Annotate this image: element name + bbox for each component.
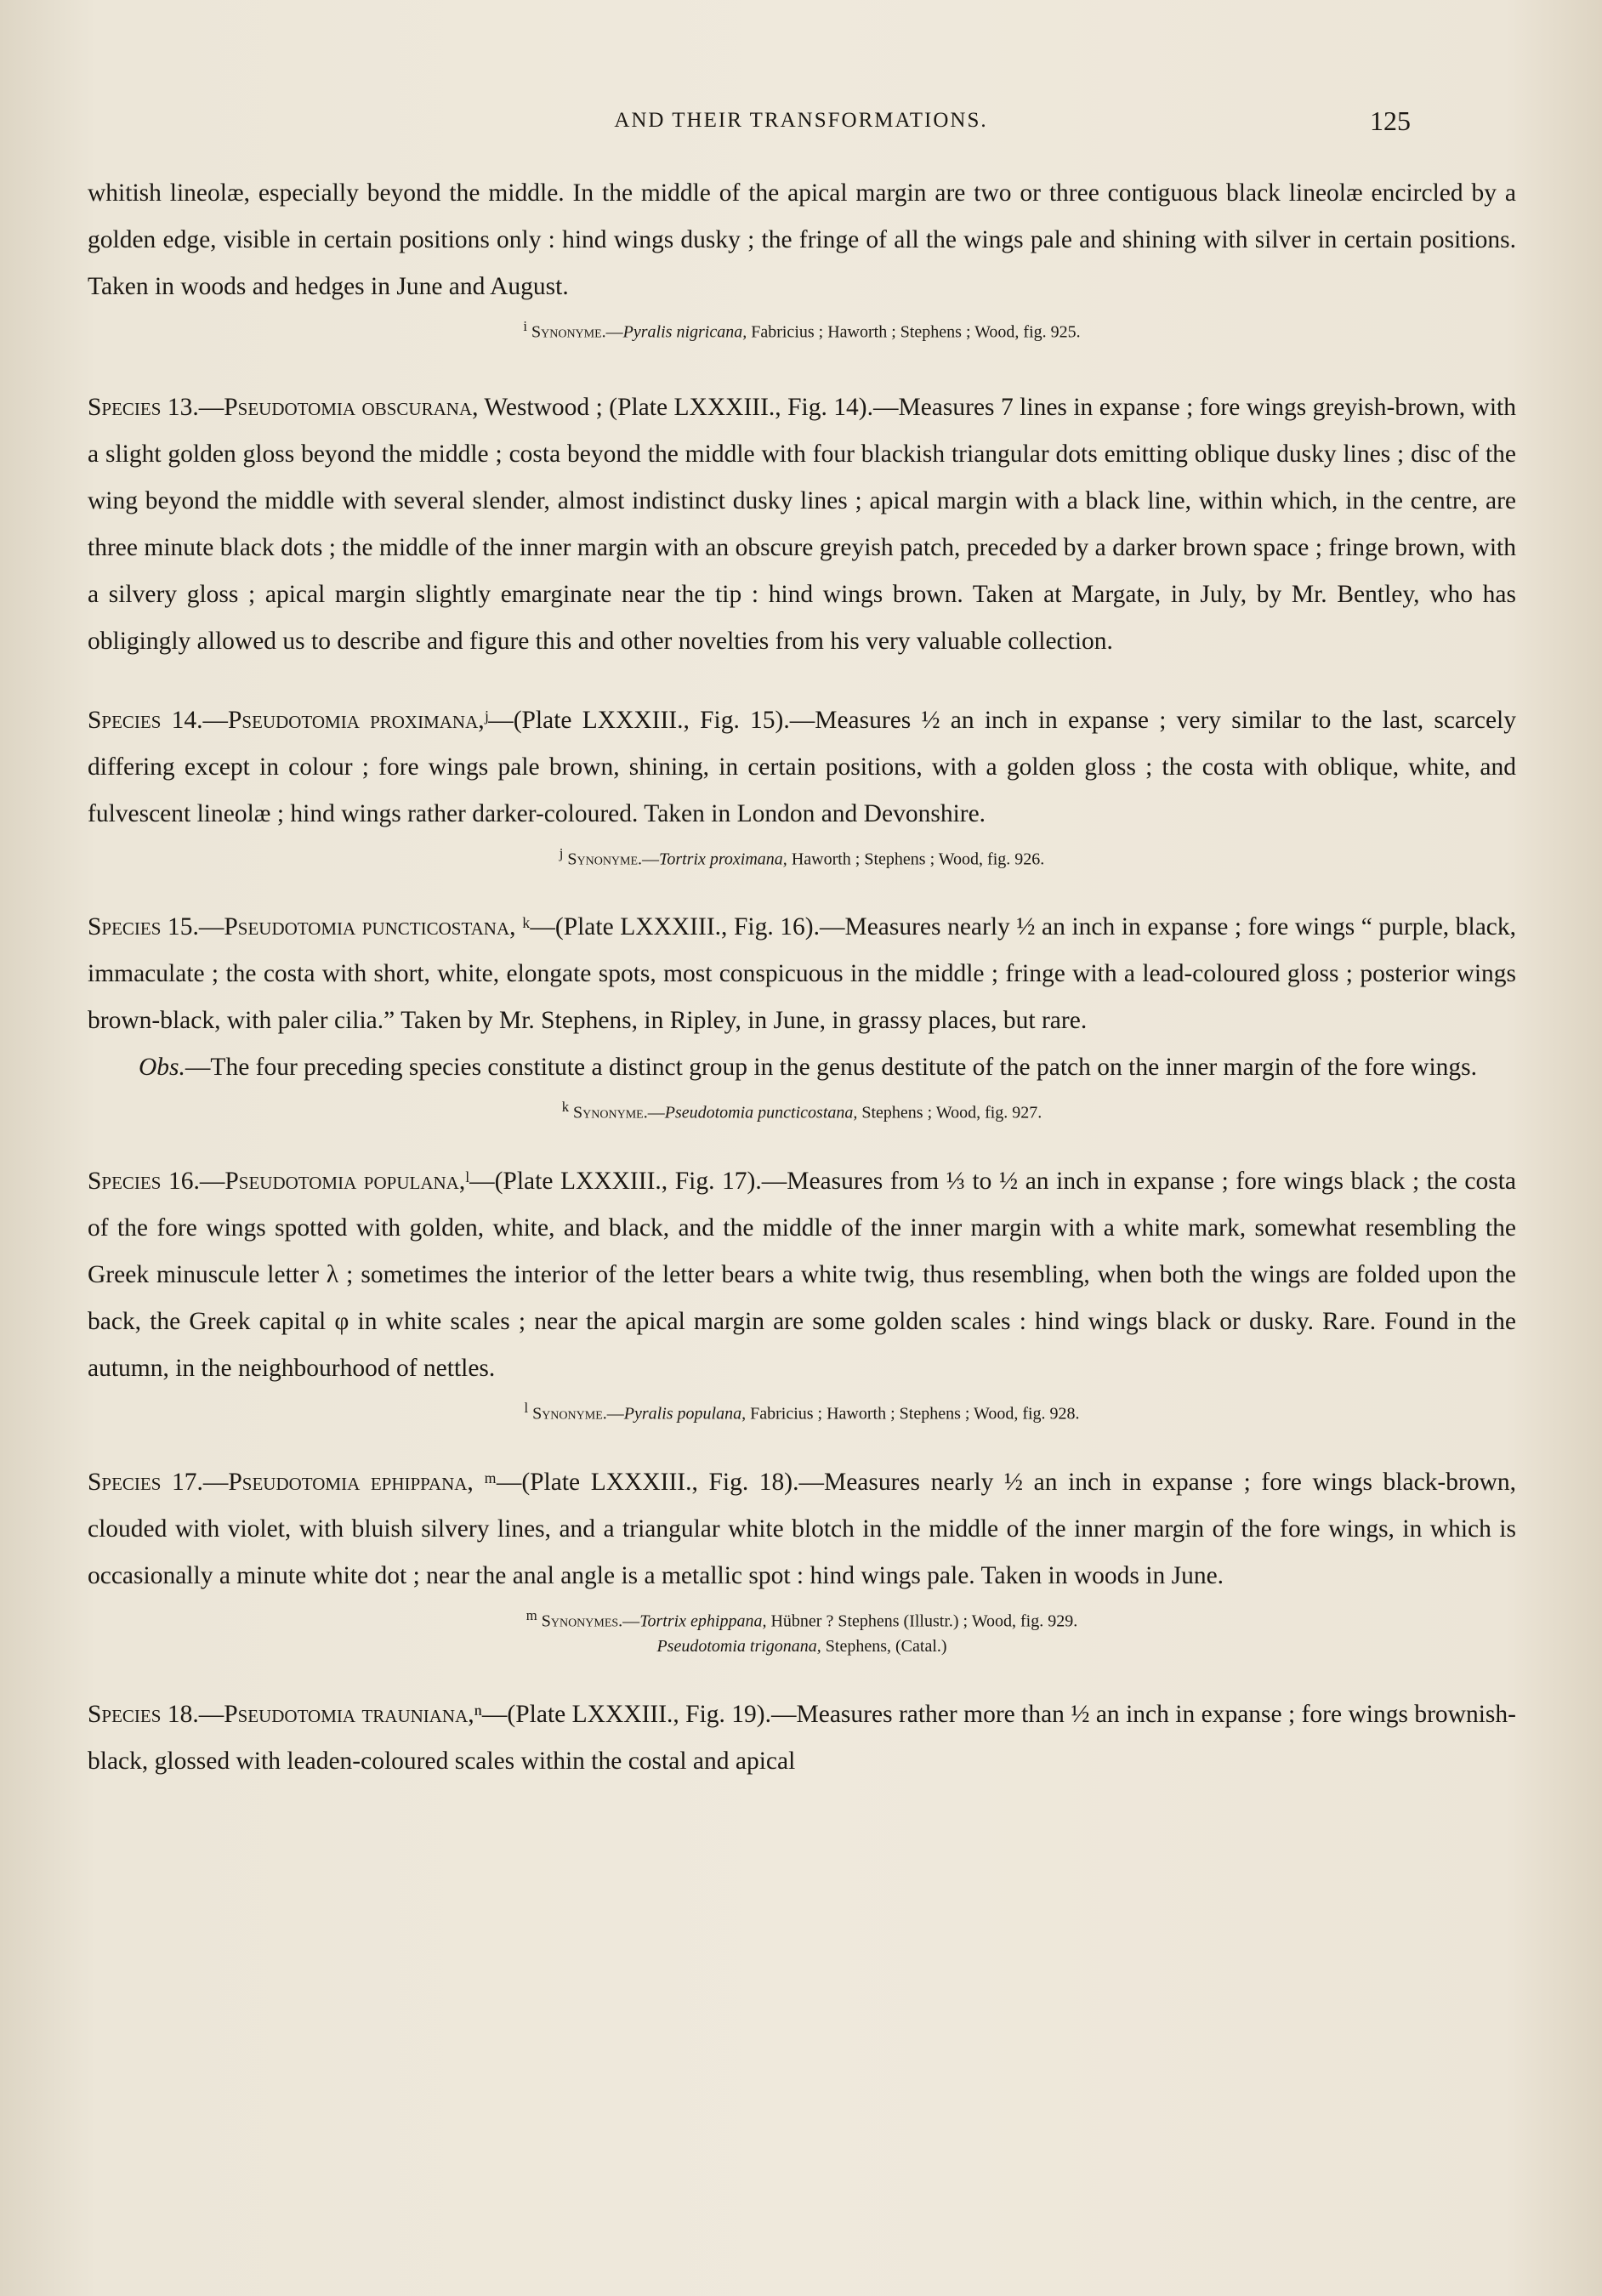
footnote-mark: l	[524, 1399, 529, 1416]
footnote-mark: k	[561, 1099, 570, 1116]
footnote-rest-2: Stephens, (Catal.)	[821, 1637, 947, 1657]
species-14-heading: Species 14.—Pseudotomia proximana,	[88, 706, 485, 734]
footnote-rest: Stephens ; Wood, fig. 927.	[857, 1103, 1042, 1122]
footnote-synonym-2: Pseudotomia trigonana,	[656, 1637, 821, 1657]
species-13-paragraph	[88, 384, 1516, 665]
obs-text: —The four preceding species constitute a distinct group in the genus destitute of the patch on the inner margin of the fore wings.	[185, 1054, 1478, 1082]
species-15-heading: Species 15.—Pseudotomia puncticostana,	[88, 913, 516, 941]
page-number: 125	[1370, 105, 1411, 136]
footnote-label: Synonyme.—	[567, 850, 660, 869]
running-title: AND THEIR TRANSFORMATIONS.	[614, 109, 988, 132]
continuation-paragraph: whitish lineolæ, especially beyond the middle. In the middle of the apical margin are two or three contiguous black lineolæ encircled by a golden edge, visible in certain positions only : hind wings dusky ; the fringe of all the wings pale and shining with silver in certain positions. Taken in woods and hedges in June and August.	[88, 179, 1516, 300]
obs-label: Obs.	[139, 1054, 185, 1082]
footnote-l	[88, 1395, 1516, 1427]
species-16-paragraph	[88, 1158, 1516, 1392]
running-head	[85, 105, 1517, 148]
footnote-mark: m	[525, 1606, 537, 1623]
footnote-synonym: Pyralis nigricana,	[622, 322, 747, 342]
species-18-heading: Species 18.—Pseudotomia trauniana,	[88, 1701, 474, 1729]
footnote-rest: Haworth ; Stephens ; Wood, fig. 926.	[787, 850, 1045, 869]
footnote-synonym: Pseudotomia puncticostana,	[664, 1103, 858, 1122]
footnote-j	[88, 841, 1516, 872]
footnote-mark: j	[559, 844, 564, 861]
species-15-body: ᵏ—(Plate LXXXIII., Fig. 16).—Measures nearly ½ an inch in expanse ; fore wings “ purple, black, immaculate ; the costa with short, white, elongate spots, most conspicuous in the middle ; fringe with a lead-coloured gloss ; posterior wings brown-black, with paler cilia.” Taken by Mr. Stephens, in Ripley, in June, in grassy places, but rare.	[88, 913, 1517, 1035]
species-14-paragraph	[88, 697, 1516, 838]
footnote-synonym: Pyralis populana,	[623, 1404, 747, 1424]
species-18-body: ⁿ—(Plate LXXXIII., Fig. 19).—Measures rather more than ½ an inch in expanse ; fore wings brownish-black, glossed with leaden-coloured scales within the costal and apical	[88, 1701, 1516, 1776]
species-17-paragraph	[88, 1459, 1516, 1600]
species-13-body: Westwood ; (Plate LXXXIII., Fig. 14).—Measures 7 lines in expanse ; fore wings greyish-brown, with a slight golden gloss beyond the middle ; costa beyond the middle with four blackish triangular dots emitting oblique dusky lines ; disc of the wing beyond the middle with several slender, almost indistinct dusky lines ; apical margin with a black line, within which, in the centre, are three minute black dots ; the middle of the inner margin with an obscure greyish patch, preceded by a darker brown space ; fringe brown, with a silvery gloss ; apical margin slightly emarginate near the tip : hind wings brown. Taken at Margate, in July, by Mr. Bentley, who has obligingly allowed us to describe and figure this and other novelties from his very valuable collection.	[88, 393, 1516, 655]
species-13-heading: Species 13.—Pseudotomia obscurana,	[88, 393, 479, 421]
observation-paragraph	[88, 1044, 1516, 1091]
footnote-rest: Fabricius ; Haworth ; Stephens ; Wood, fig. 925.	[747, 322, 1081, 342]
footnote-label: Synonyme.—	[531, 322, 623, 342]
footnote-label: Synonyme.—	[532, 1404, 624, 1424]
species-16-heading: Species 16.—Pseudotomia populana,	[88, 1167, 466, 1195]
footnote-rest: Fabricius ; Haworth ; Stephens ; Wood, fig. 928.	[746, 1404, 1080, 1424]
species-14-body: ʲ—(Plate LXXXIII., Fig. 15).—Measures ½ an inch in expanse ; very similar to the last, scarcely differing except in colour ; fore wings pale brown, shining, in certain positions, with a golden gloss ; the costa with oblique, white, and fulvescent lineolæ ; hind wings rather darker-coloured. Taken in London and Devonshire.	[88, 706, 1516, 827]
species-17-body: ᵐ—(Plate LXXXIII., Fig. 18).—Measures nearly ½ an inch in expanse ; fore wings black-brown, clouded with violet, with bluish silvery lines, and a triangular white blotch in the middle of the inner margin of the fore wings, in which is occasionally a minute white dot ; near the anal angle is a metallic spot : hind wings pale. Taken in woods in June.	[88, 1468, 1516, 1589]
footnote-synonym: Tortrix proximana,	[659, 850, 787, 869]
footnote-k	[88, 1094, 1516, 1126]
footnote-label: Synonyme.—	[573, 1103, 665, 1122]
species-15-paragraph	[88, 904, 1516, 1044]
body-text	[88, 170, 1516, 1785]
footnote-synonym: Tortrix ephippana,	[639, 1611, 767, 1631]
species-16-body: ˡ—(Plate LXXXIII., Fig. 17).—Measures from ⅓ to ½ an inch in expanse ; fore wings black ; the costa of the fore wings spotted with golden, white, and black, and the middle of the inner margin with a white mark, somewhat resembling the Greek minuscule letter λ ; sometimes the interior of the letter bears a white twig, thus resembling, when both the wings are folded upon the back, the Greek capital φ in white scales ; near the apical margin are some golden scales : hind wings black or dusky. Rare. Found in the autumn, in the neighbourhood of nettles.	[88, 1167, 1516, 1382]
footnote-rest: Hübner ? Stephens (Illustr.) ; Wood, fig. 929.	[766, 1611, 1078, 1631]
species-17-heading: Species 17.—Pseudotomia ephippana,	[88, 1468, 474, 1496]
footnote-i	[88, 314, 1516, 345]
species-18-paragraph	[88, 1691, 1516, 1785]
footnote-m	[88, 1603, 1516, 1660]
footnote-label: Synonymes.—	[541, 1611, 640, 1631]
footnote-mark: i	[523, 318, 527, 334]
